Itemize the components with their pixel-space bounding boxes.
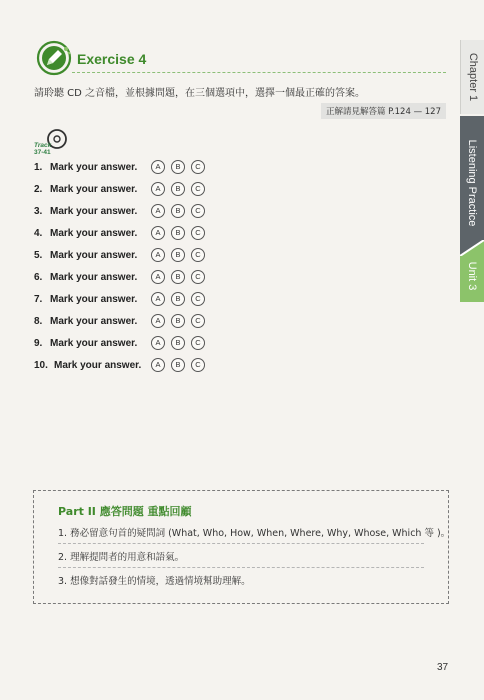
review-item: 2. 理解提問者的用意和語氣。 (58, 552, 185, 563)
question-text: Mark your answer. (50, 316, 138, 327)
review-item: 1. 務必留意句首的疑問詞 (What, Who, How, When, Where, Why, Whose, Which 等 )。 (58, 528, 451, 539)
track-range: 37-41 (34, 149, 51, 156)
option-a[interactable]: A (151, 292, 165, 306)
option-c[interactable]: C (191, 226, 205, 240)
pencil-circle-icon (36, 40, 72, 76)
question-number: 6. (34, 272, 43, 283)
option-a[interactable]: A (151, 336, 165, 350)
question-text: Mark your answer. (50, 162, 138, 173)
option-b[interactable]: B (171, 292, 185, 306)
option-b[interactable]: B (171, 160, 185, 174)
page-number: 37 (437, 662, 449, 673)
option-b[interactable]: B (171, 204, 185, 218)
question-text: Mark your answer. (50, 338, 138, 349)
review-divider (58, 543, 424, 544)
option-b[interactable]: B (171, 358, 185, 372)
question-number: 1. (34, 162, 43, 173)
question-row (34, 336, 234, 352)
question-row (34, 182, 234, 198)
option-c[interactable]: C (191, 292, 205, 306)
option-c[interactable]: C (191, 248, 205, 262)
option-a[interactable]: A (151, 160, 165, 174)
option-a[interactable]: A (151, 182, 165, 196)
question-row (34, 226, 234, 242)
section-label: Listening Practice (466, 139, 478, 227)
option-a[interactable]: A (151, 270, 165, 284)
title-divider (72, 72, 446, 73)
track-word: Track (34, 142, 52, 149)
option-c[interactable]: C (191, 358, 205, 372)
question-number: 9. (34, 338, 43, 349)
question-number: 2. (34, 184, 43, 195)
option-b[interactable]: B (171, 314, 185, 328)
option-a[interactable]: A (151, 314, 165, 328)
option-c[interactable]: C (191, 160, 205, 174)
option-c[interactable]: C (191, 270, 205, 284)
tab-section (460, 116, 484, 250)
question-row (34, 292, 234, 308)
option-c[interactable]: C (191, 314, 205, 328)
question-number: 7. (34, 294, 43, 305)
question-text: Mark your answer. (50, 206, 138, 217)
option-b[interactable]: B (171, 226, 185, 240)
question-number: 5. (34, 250, 43, 261)
exercise-title: Exercise 4 (77, 51, 147, 67)
question-number: 4. (34, 228, 43, 239)
question-row (34, 248, 234, 264)
option-a[interactable]: A (151, 248, 165, 262)
exercise-header (36, 40, 446, 78)
option-b[interactable]: B (171, 336, 185, 350)
question-text: Mark your answer. (50, 228, 138, 239)
option-c[interactable]: C (191, 182, 205, 196)
review-divider (58, 567, 424, 568)
question-row (34, 270, 234, 286)
option-a[interactable]: A (151, 226, 165, 240)
question-row (34, 160, 234, 176)
tab-unit (460, 250, 484, 302)
chapter-label: Chapter 1 (467, 52, 479, 102)
question-row (34, 314, 234, 330)
option-a[interactable]: A (151, 358, 165, 372)
question-row (34, 358, 234, 374)
option-b[interactable]: B (171, 248, 185, 262)
question-text: Mark your answer. (54, 360, 142, 371)
question-number: 8. (34, 316, 43, 327)
tab-chapter (460, 40, 484, 114)
question-number: 3. (34, 206, 43, 217)
option-b[interactable]: B (171, 270, 185, 284)
tab-divider (460, 240, 484, 256)
option-c[interactable]: C (191, 204, 205, 218)
question-text: Mark your answer. (50, 250, 138, 261)
question-text: Mark your answer. (50, 294, 138, 305)
question-text: Mark your answer. (50, 272, 138, 283)
review-box (33, 490, 449, 604)
option-a[interactable]: A (151, 204, 165, 218)
question-text: Mark your answer. (50, 184, 138, 195)
option-b[interactable]: B (171, 182, 185, 196)
question-number: 10. (34, 360, 48, 371)
exercise-instruction: 請聆聽 CD 之音檔，並根據問題，在三個選項中，選擇一個最正確的答案。 (34, 88, 366, 99)
chapter-side-tab (460, 40, 484, 302)
track-badge (34, 128, 74, 158)
review-title: Part II 應答問題 重點回顧 (58, 505, 192, 518)
unit-label: Unit 3 (466, 261, 478, 291)
option-c[interactable]: C (191, 336, 205, 350)
track-label (34, 142, 51, 156)
answer-reference: 正解請見解答篇 P.124 — 127 (321, 103, 446, 119)
question-row (34, 204, 234, 220)
review-item: 3. 想像對話發生的情境，透過情境幫助理解。 (58, 576, 251, 587)
